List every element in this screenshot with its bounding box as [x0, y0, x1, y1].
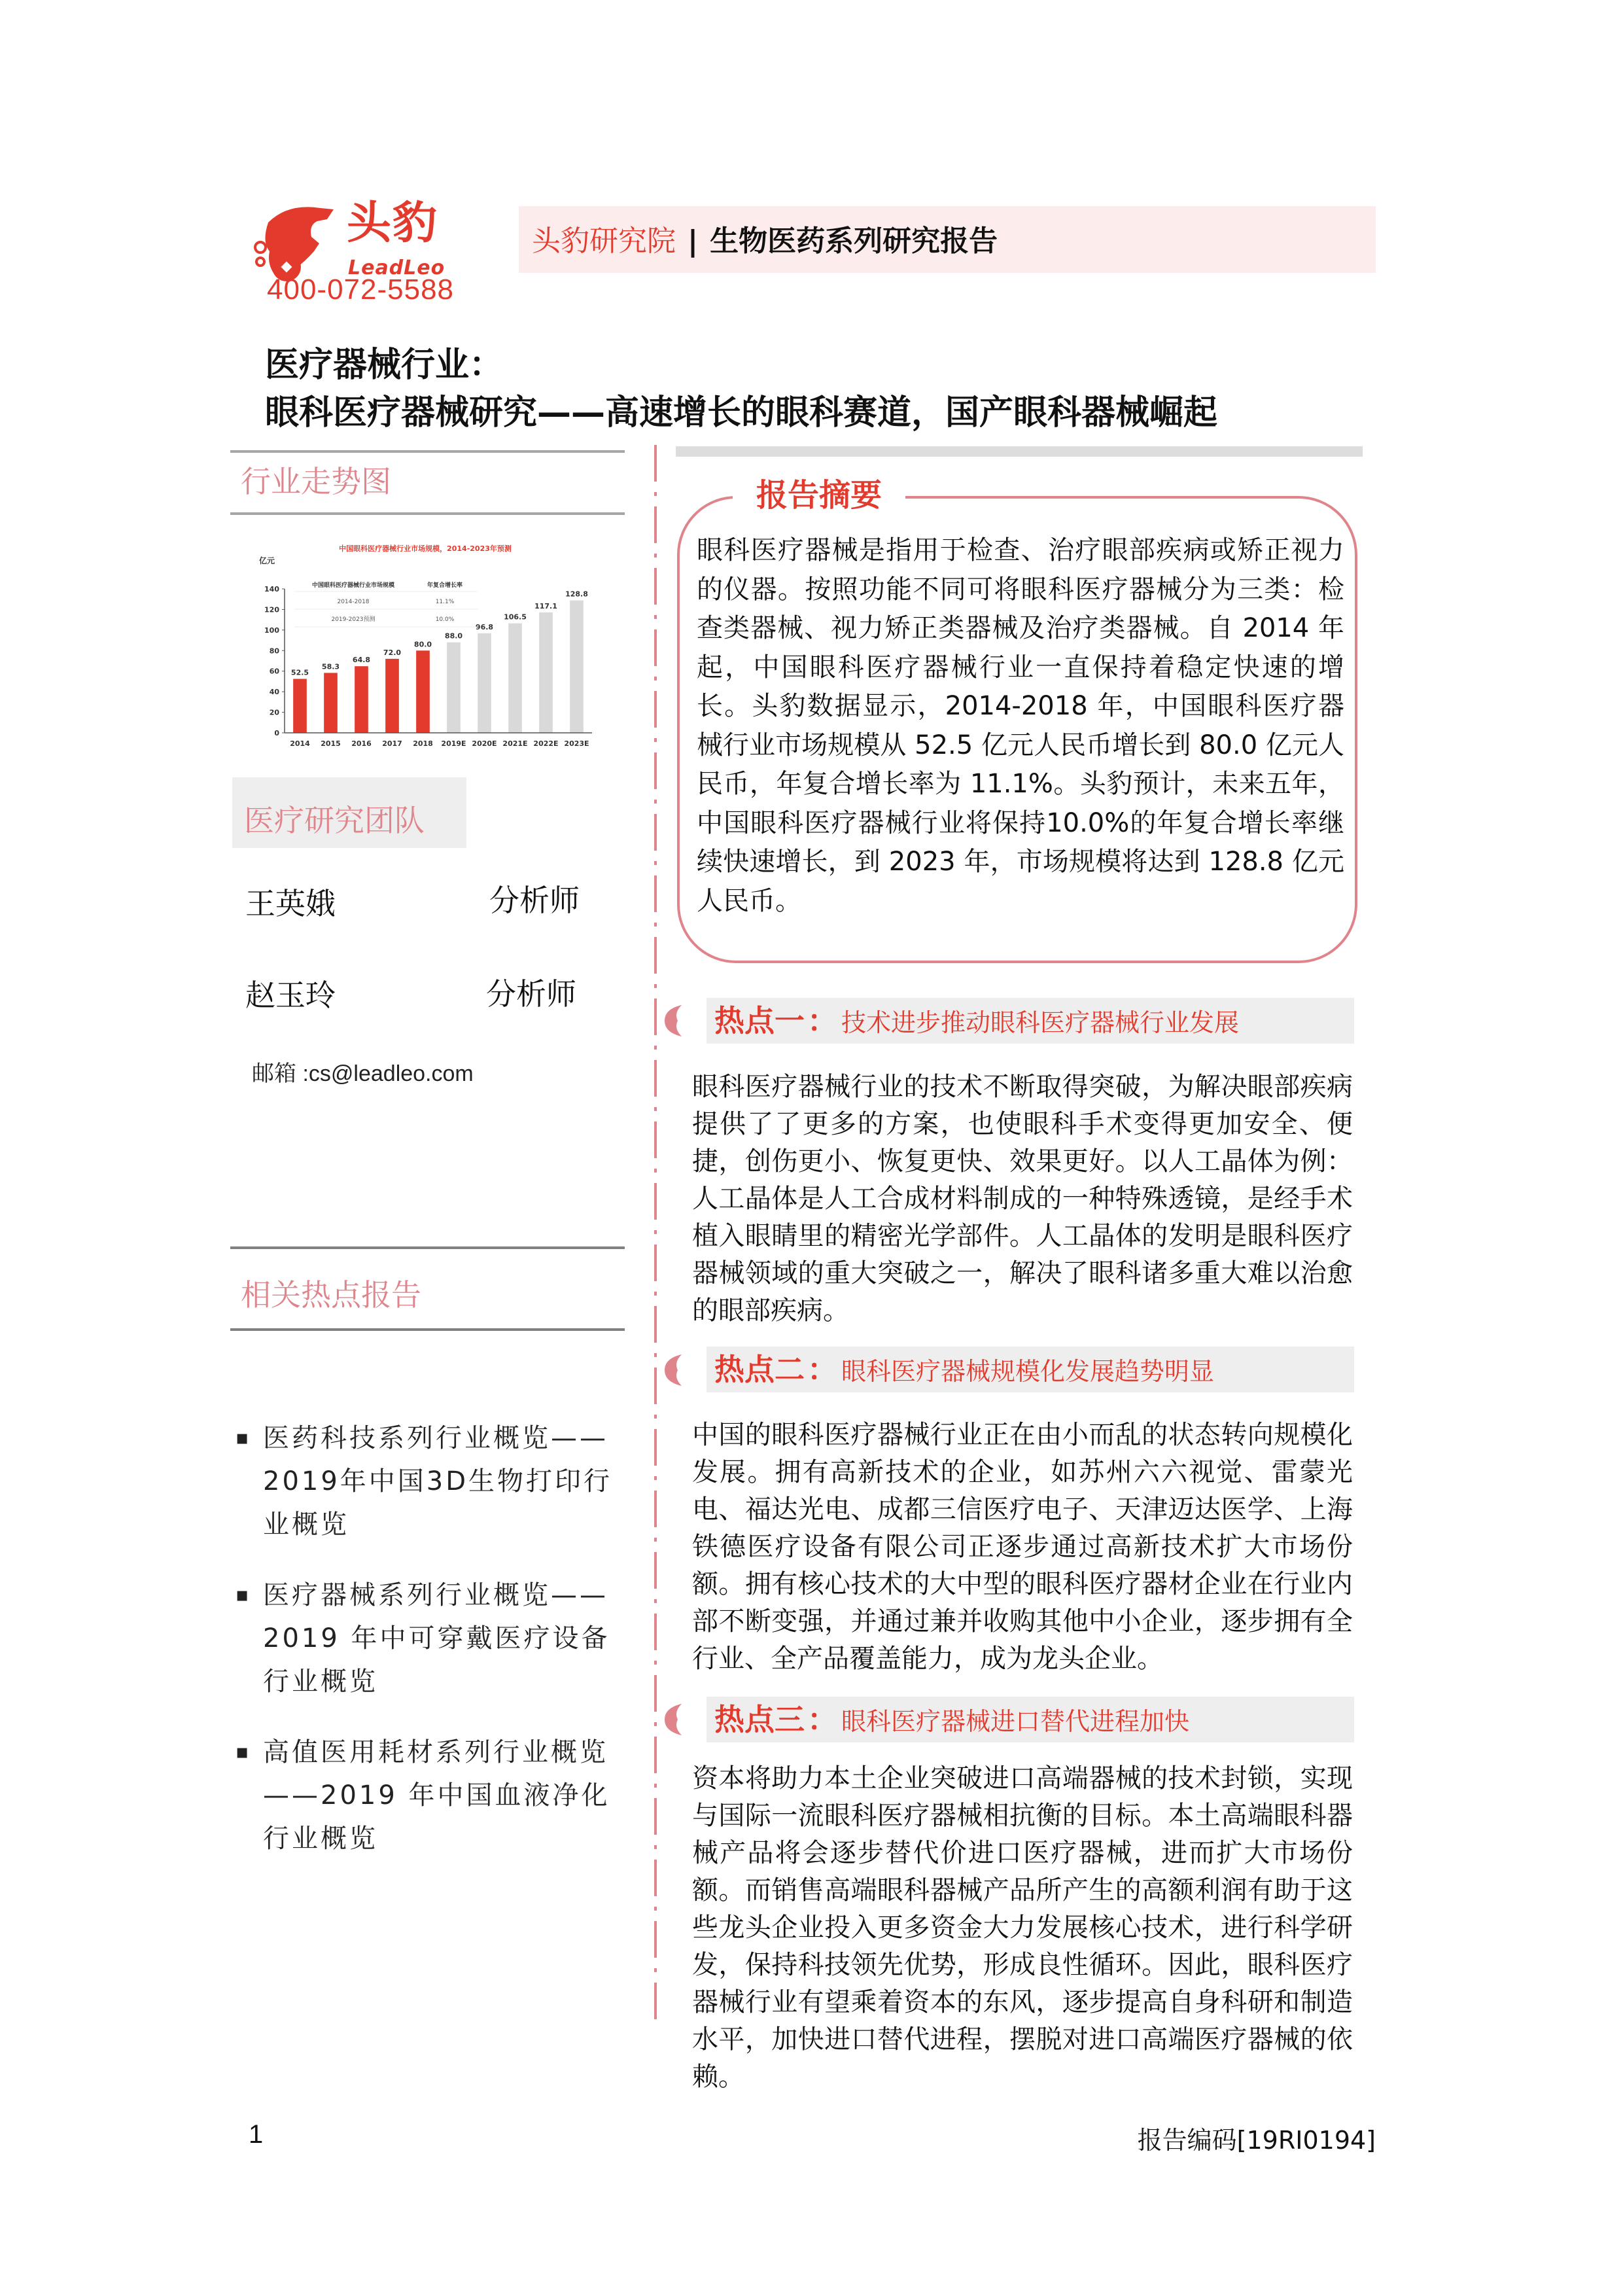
bar-value-label: 96.8 — [475, 622, 494, 631]
bar — [385, 659, 399, 733]
x-tick-label: 2023E — [564, 739, 589, 748]
bar-value-label: 72.0 — [383, 648, 402, 657]
related-report-title[interactable]: 医疗器械系列行业概览——2019 年中可穿戴医疗设备行业概览 — [263, 1580, 610, 1697]
bar — [447, 643, 461, 733]
hotspot-2-heading — [714, 1347, 1214, 1394]
x-tick-label: 2020E — [472, 739, 497, 748]
report-title-line2: 眼科医疗器械研究——高速增长的眼科赛道，国产眼科器械崛起 — [265, 393, 1218, 433]
analyst-role: 分析师 — [489, 883, 580, 918]
bar — [355, 666, 368, 733]
hotspot-3-subtitle: 眼科医疗器械进口替代进程加快 — [841, 1707, 1190, 1736]
divider — [230, 1328, 625, 1331]
bar — [293, 679, 307, 733]
bar-value-label: 128.8 — [565, 590, 588, 599]
x-tick-label: 2014 — [290, 739, 310, 748]
brand-name-en: LeadLeo — [348, 256, 445, 279]
column-divider — [654, 445, 657, 2028]
analyst-name: 赵玉玲 — [245, 978, 336, 1013]
hotspot-3-text: 资本将助力本土企业突破进口高端器械的技术封锁，实现与国际一流眼科医疗器械相抗衡的目标。本土高端眼科器械产品将会逐步替代价进口医疗器械，进而扩大市场份额。而销售高端眼科器械产品所产生的高额利润有助于这些龙头企业投入更多资金大力发展核心技术，进行科学研发，保持科技领先优势，形成良性循环。因此，眼科医疗器械行业有望乘着资本的东风，逐步提高自身科研和制造水平，加快进口替代进程，摆脱对进口高端医疗器械的依赖。 — [692, 1763, 1353, 2092]
y-tick-label: 80 — [269, 646, 279, 656]
bar-value-label: 88.0 — [444, 631, 463, 641]
summary-text: 眼科医疗器械是指用于检查、治疗眼部疾病或矫正视力的仪器。按照功能不同可将眼科医疗器械分为三类：检查类器械、视力矫正类器械及治疗类器械。自 2014 年起，中国眼科医疗器械行业一直保持着稳定快速的增长。头豹数据显示，2014-2018 年，中国眼科医疗器械行业市场规模从 52.5 亿元人民币增长到 80.0 亿元人民币，年复合增长率为 11.1%。头豹预计，未来五年，中国眼科医疗器械行业将保持10.0%的年复合增长率继续快速增长，到 2023 年，市场规模将达到 128.8 亿元人民币。 — [697, 535, 1344, 916]
hotspot-2-subtitle: 眼科医疗器械规模化发展趋势明显 — [841, 1357, 1215, 1386]
x-tick-label: 2016 — [351, 739, 372, 748]
hotspot-3-label: 热点三 — [714, 1702, 805, 1737]
related-report-title[interactable]: 医药科技系列行业概览——2019年中国3D生物打印行业概览 — [263, 1423, 613, 1540]
divider — [230, 450, 625, 453]
y-tick-label: 0 — [274, 729, 279, 737]
hotspot-1-text: 眼科医疗器械行业的技术不断取得突破，为解决眼部疾病提供了了更多的方案，也使眼科手术变得更加安全、便捷，创伤更小、恢复更快、效果更好。以人工晶体为例：人工晶体是人工合成材料制成的一种特殊透镜，是经手术植入眼睛里的精密光学部件。人工晶体的发明是眼科医疗器械领域的重大突破之一，解决了眼科诸多重大难以治愈的眼部疾病。 — [692, 1072, 1353, 1326]
related-report-item[interactable] — [229, 1731, 628, 1860]
y-tick-label: 40 — [269, 688, 279, 697]
header-band — [519, 206, 1376, 273]
y-tick-label: 20 — [269, 708, 279, 717]
bar-value-label: 106.5 — [504, 612, 527, 622]
top-gray-bar — [676, 446, 1363, 457]
hotspot-colon: ： — [807, 1702, 837, 1737]
x-tick-label: 2015 — [321, 739, 341, 748]
y-tick-label: 120 — [264, 605, 279, 614]
bar — [416, 650, 430, 733]
team-section-title: 医疗研究团队 — [244, 803, 425, 838]
chart-y-axis-label: 亿元 — [259, 556, 275, 565]
hotspot-3-heading — [714, 1697, 1189, 1744]
chart-title: 中国眼科医疗器械行业市场规模，2014-2023年预测 — [339, 544, 512, 553]
divider — [230, 1246, 625, 1249]
x-tick-label: 2022E — [533, 739, 559, 748]
brand-name-cn: 头豹 — [347, 198, 439, 249]
chart-svg — [236, 533, 602, 756]
market-size-chart — [236, 533, 602, 756]
bar — [570, 601, 584, 733]
related-report-title[interactable]: 高值医用耗材系列行业概览——2019 年中国血液净化行业概览 — [263, 1737, 610, 1854]
bar-value-label: 80.0 — [413, 640, 432, 649]
inset-table-cell: 2019-2023预测 — [331, 616, 375, 623]
inset-table-cell: 10.0% — [435, 616, 455, 623]
hotspot-2-label: 热点二 — [714, 1352, 805, 1387]
analyst-name: 王英娥 — [245, 886, 336, 921]
hotspot-marker-icon — [662, 1701, 688, 1738]
hotspot-marker-icon — [662, 1352, 688, 1388]
inset-table-header: 年复合增长率 — [427, 582, 463, 589]
bullet-icon: ▪ — [236, 1426, 252, 1449]
analyst-role: 分析师 — [486, 976, 576, 1012]
page-number: 1 — [249, 2120, 264, 2149]
hotspot-colon: ： — [807, 1003, 837, 1038]
x-tick-label: 2018 — [413, 739, 433, 748]
contact-email[interactable]: 邮箱 :cs@leadleo.com — [252, 1061, 474, 1086]
inset-table-cell: 11.1% — [435, 599, 455, 605]
header-org: 头豹研究院 — [532, 224, 676, 258]
y-tick-label: 60 — [269, 667, 279, 676]
report-code: 报告编码[19RI0194] — [1137, 2126, 1376, 2155]
y-tick-label: 100 — [264, 626, 279, 635]
bar — [508, 624, 522, 733]
related-reports-list — [229, 1417, 628, 1888]
phone-number: 400-072-5588 — [267, 274, 455, 306]
related-report-item[interactable] — [229, 1574, 628, 1703]
hotspot-marker-icon — [662, 1002, 688, 1039]
bar-value-label: 52.5 — [290, 668, 309, 677]
inset-table-cell: 2014-2018 — [337, 599, 370, 605]
bullet-icon: ▪ — [236, 1583, 252, 1606]
y-tick-label: 140 — [264, 585, 279, 593]
summary-title: 报告摘要 — [756, 477, 882, 514]
team-section-header — [232, 777, 466, 848]
x-tick-label: 2019E — [441, 739, 466, 748]
x-tick-label: 2021E — [502, 739, 528, 748]
related-report-item[interactable] — [229, 1417, 628, 1546]
header-separator: | — [688, 224, 699, 258]
summary-title-wrap — [733, 474, 905, 516]
report-title-line1: 医疗器械行业： — [265, 345, 504, 385]
inset-table-header: 中国眼科医疗器械行业市场规模 — [311, 582, 395, 589]
hotspot-colon: ： — [807, 1352, 837, 1387]
header-series: 生物医药系列研究报告 — [710, 224, 998, 258]
bar-value-label: 117.1 — [534, 601, 557, 610]
bar — [539, 612, 553, 733]
trend-section-title: 行业走势图 — [241, 464, 391, 499]
bar-value-label: 58.3 — [321, 662, 340, 671]
related-section-title: 相关热点报告 — [241, 1277, 421, 1313]
hotspot-1-label: 热点一 — [714, 1003, 805, 1038]
bar — [324, 673, 338, 733]
hotspot-1-subtitle: 技术进步推动眼科医疗器械行业发展 — [841, 1008, 1240, 1037]
bar — [478, 633, 491, 733]
bullet-icon: ▪ — [236, 1740, 252, 1763]
bar-value-label: 64.8 — [352, 656, 371, 665]
divider — [230, 512, 625, 515]
x-tick-label: 2017 — [382, 739, 402, 748]
hotspot-2-text: 中国的眼科医疗器械行业正在由小而乱的状态转向规模化发展。拥有高新技术的企业，如苏州六六视觉、雷蒙光电、福达光电、成都三信医疗电子、天津迈达医学、上海铁德医疗设备有限公司正逐步通过高新技术扩大市场份额。拥有核心技术的大中型的眼科医疗器材企业在行业内部不断变强，并通过兼并收购其他中小企业，逐步拥有全行业、全产品覆盖能力，成为龙头企业。 — [692, 1420, 1353, 1674]
hotspot-1-heading — [714, 998, 1239, 1046]
